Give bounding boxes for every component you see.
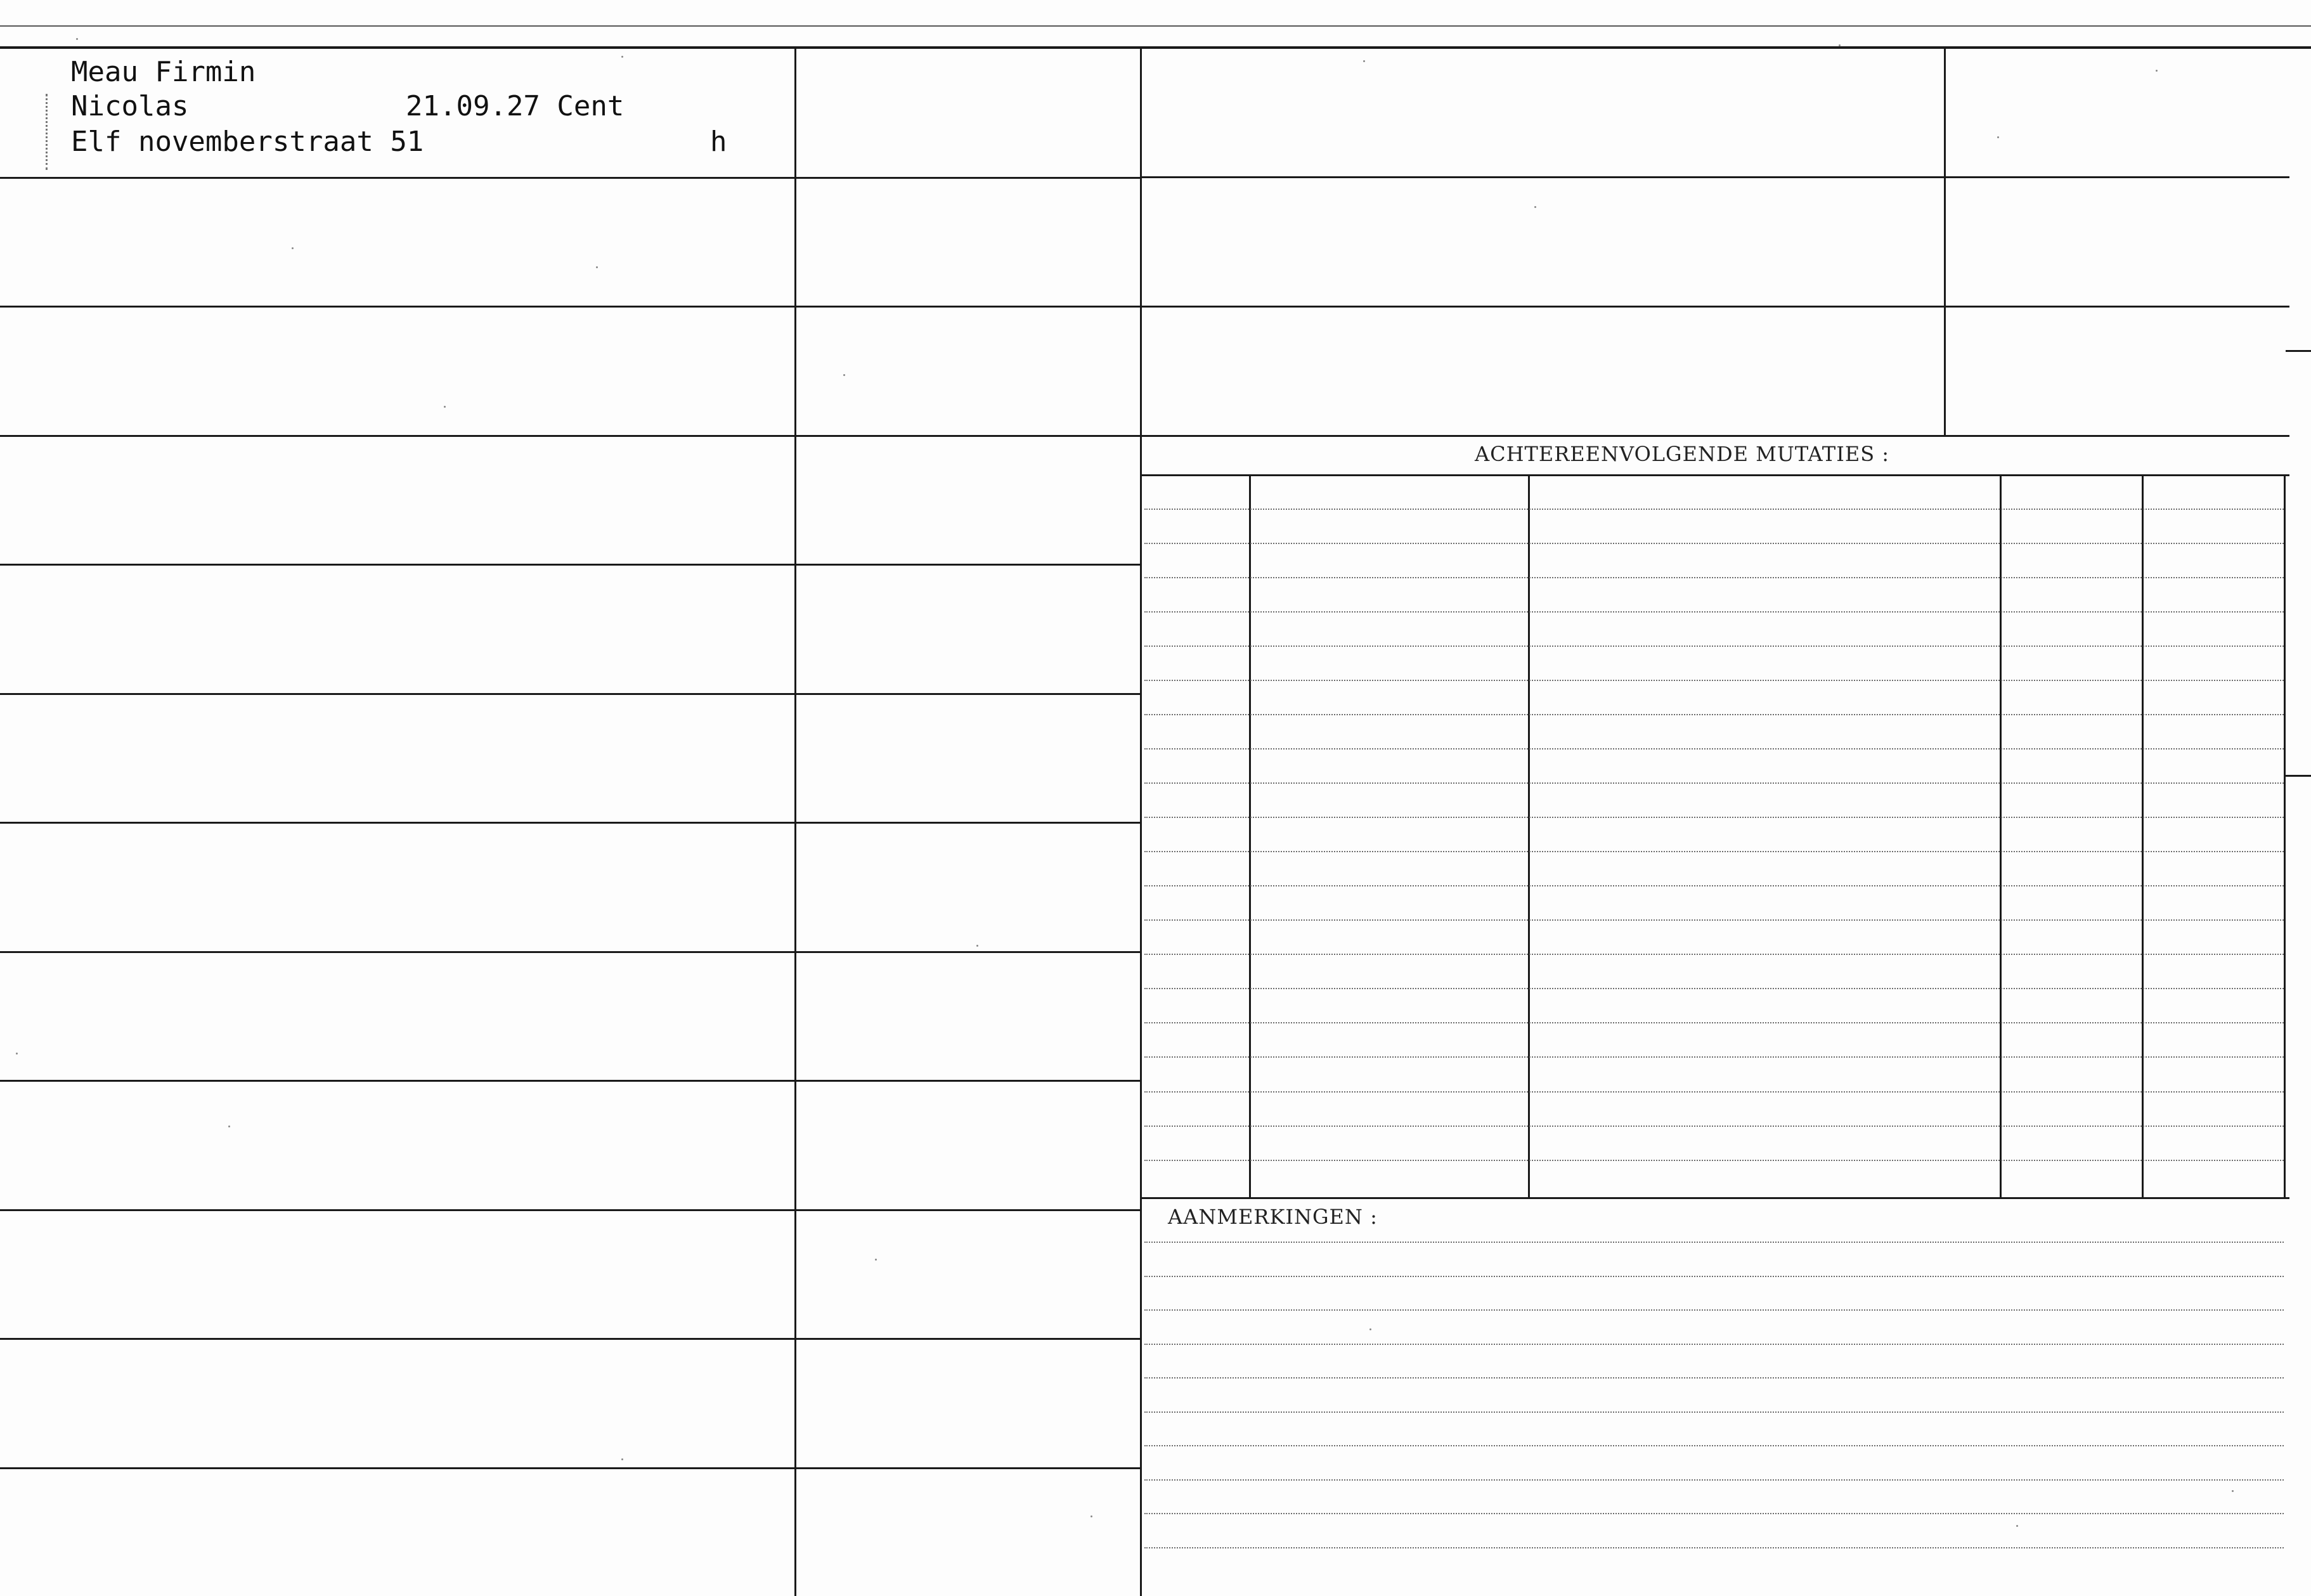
remarks-dotted-line: [1144, 1242, 2284, 1243]
paper-speck: [596, 266, 598, 268]
mutations-bottom-rule: [1142, 1197, 2289, 1199]
middle-row-rule: [796, 1080, 1140, 1082]
left-row-rule: [0, 177, 794, 179]
remarks-title: AANMERKINGEN :: [1168, 1205, 1378, 1229]
middle-row-rule: [796, 435, 1140, 437]
left-row-rule: [0, 1467, 794, 1469]
mutations-top-rule: [1142, 474, 2289, 476]
paper-speck: [1363, 60, 1365, 62]
left-row-rule: [0, 951, 794, 953]
paper-speck: [228, 1126, 230, 1127]
paper-speck: [1997, 136, 1999, 138]
remarks-dotted-line: [1144, 1445, 2284, 1446]
paper-speck: [621, 1458, 623, 1460]
paper-speck: [1534, 206, 1536, 208]
mutations-column-rule: [1528, 474, 1530, 1197]
top-thin-rule: [0, 25, 2311, 27]
right-block-rule: [1142, 176, 2289, 178]
entry-street: Elf novemberstraat 51: [71, 126, 424, 158]
mutations-dotted-line: [1144, 851, 2284, 852]
mutations-column-rule: [2000, 474, 2002, 1197]
mutations-dotted-line: [1144, 543, 2284, 544]
entry-birth: 21.09.27 Cent: [406, 90, 625, 122]
mutations-dotted-line: [1144, 782, 2284, 784]
column-divider-2: [1140, 48, 1142, 1596]
mutations-dotted-line: [1144, 885, 2284, 886]
middle-row-rule: [796, 822, 1140, 824]
paper-speck: [2156, 70, 2158, 72]
middle-row-rule: [796, 1209, 1140, 1211]
mutations-dotted-line: [1144, 817, 2284, 818]
mutations-dotted-line: [1144, 509, 2284, 510]
left-row-rule: [0, 822, 794, 824]
entry-name: Meau Firmin: [71, 56, 256, 88]
column-divider-3: [1944, 48, 1946, 436]
remarks-dotted-line: [1144, 1547, 2284, 1548]
left-row-rule: [0, 1209, 794, 1211]
mutations-dotted-line: [1144, 1022, 2284, 1023]
mutations-dotted-line: [1144, 680, 2284, 681]
mutations-column-rule: [2142, 474, 2144, 1197]
paper-speck: [976, 945, 978, 947]
mutations-dotted-line: [1144, 611, 2284, 613]
mutations-dotted-line: [1144, 1160, 2284, 1161]
middle-row-rule: [796, 951, 1140, 953]
remarks-dotted-line: [1144, 1479, 2284, 1481]
left-row-rule: [0, 435, 794, 437]
paper-speck: [843, 374, 845, 376]
paper-speck: [2016, 1525, 2018, 1527]
middle-row-rule: [796, 1338, 1140, 1340]
left-row-rule: [0, 306, 794, 308]
middle-row-rule: [796, 693, 1140, 695]
middle-row-rule: [796, 177, 1140, 179]
mutations-column-rule: [2284, 474, 2286, 1197]
left-row-rule: [0, 693, 794, 695]
paper-speck: [875, 1259, 877, 1261]
entry-second-name: Nicolas: [71, 90, 189, 122]
remarks-dotted-line: [1144, 1513, 2284, 1514]
remarks-dotted-line: [1144, 1344, 2284, 1345]
paper-speck: [1839, 44, 1841, 46]
paper-speck: [1091, 1515, 1092, 1517]
paper-speck: [16, 1053, 18, 1054]
paper-speck: [444, 406, 446, 408]
right-block-rule: [1142, 435, 2289, 437]
mutations-dotted-line: [1144, 577, 2284, 578]
remarks-dotted-line: [1144, 1377, 2284, 1379]
remarks-dotted-line: [1144, 1276, 2284, 1277]
margin-tick-2: [2286, 775, 2311, 777]
middle-row-rule: [796, 306, 1140, 308]
paper-speck: [621, 56, 623, 58]
paper-speck: [292, 247, 294, 249]
mutations-dotted-line: [1144, 1056, 2284, 1058]
mutations-dotted-line: [1144, 954, 2284, 955]
top-rule: [0, 46, 2311, 49]
remarks-dotted-line: [1144, 1411, 2284, 1413]
mutations-column-rule: [1249, 474, 1251, 1197]
mutations-dotted-line: [1144, 748, 2284, 749]
mutations-dotted-line: [1144, 1091, 2284, 1093]
margin-tick-1: [2286, 350, 2311, 352]
paper-speck: [1369, 1328, 1371, 1330]
mutations-dotted-line: [1144, 646, 2284, 647]
right-block-rule: [1142, 306, 2289, 308]
mutations-dotted-line: [1144, 988, 2284, 989]
left-row-rule: [0, 1338, 794, 1340]
margin-dots: [46, 94, 51, 170]
mutations-dotted-line: [1144, 1126, 2284, 1127]
left-row-rule: [0, 1080, 794, 1082]
paper-speck: [2232, 1490, 2234, 1492]
middle-row-rule: [796, 1467, 1140, 1469]
mutations-dotted-line: [1144, 919, 2284, 921]
middle-row-rule: [796, 564, 1140, 566]
paper-speck: [76, 38, 78, 40]
mutations-dotted-line: [1144, 714, 2284, 715]
entry-flag: h: [710, 126, 727, 158]
remarks-dotted-line: [1144, 1309, 2284, 1311]
mutations-title: ACHTEREENVOLGENDE MUTATIES :: [1475, 442, 1890, 466]
left-row-rule: [0, 564, 794, 566]
